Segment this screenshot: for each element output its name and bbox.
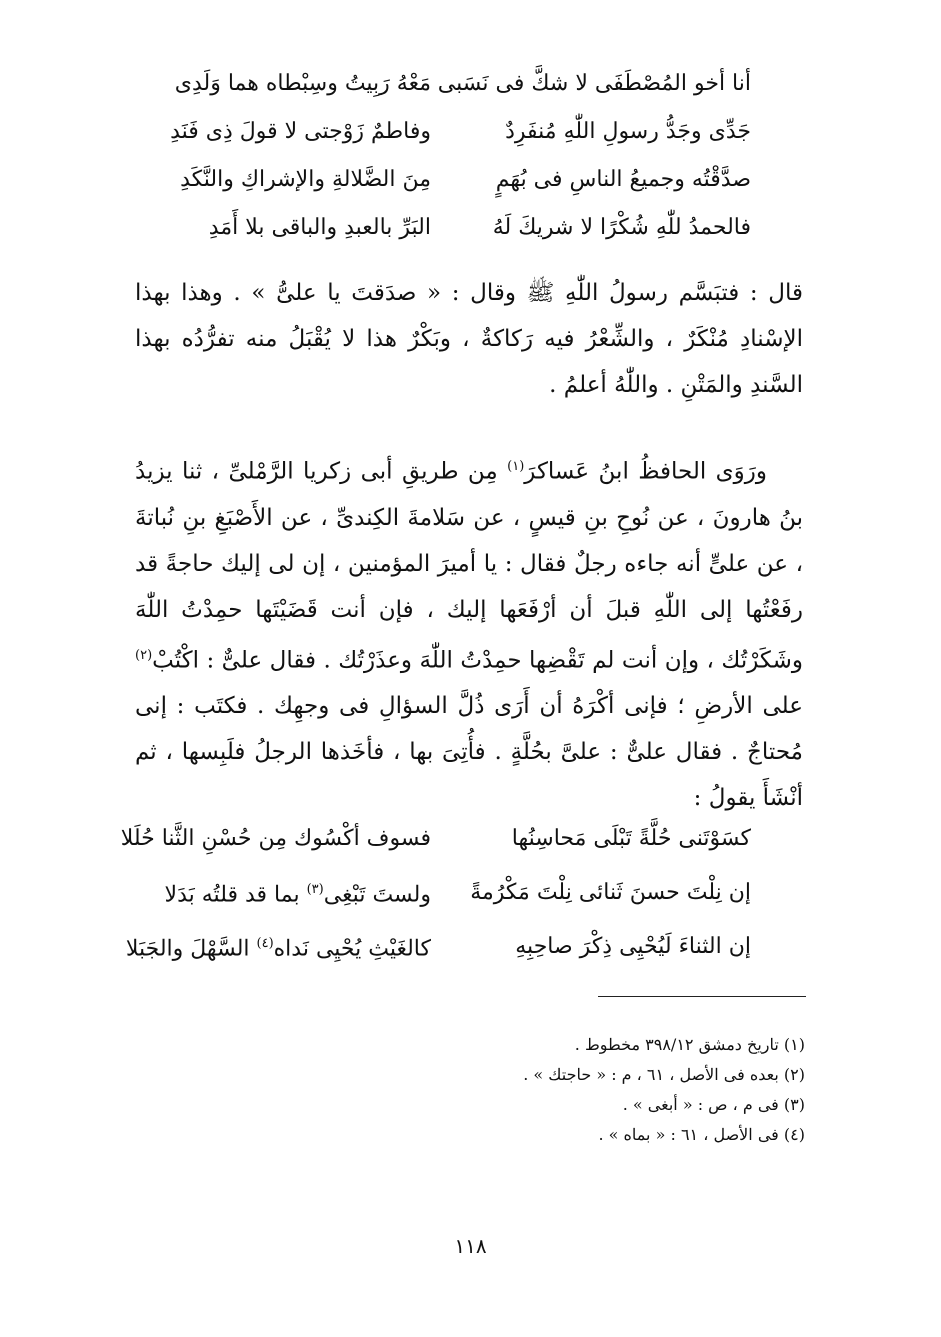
verses-top <box>131 60 751 252</box>
verse-line <box>131 108 751 156</box>
footnote-item: (٤) فى الأصل ، ٦١ : « بماه » . <box>598 1125 805 1144</box>
footnote-separator <box>598 996 806 997</box>
text-segment: بما قد قلتُه بَدَلا <box>164 882 307 908</box>
hemistich-left <box>125 920 431 973</box>
hemistich-left: البَرِّ بالعبدِ والباقى بلا أَمَدِ <box>208 215 431 240</box>
verse-line <box>131 866 751 920</box>
hemistich-right: صدَّقْتُه وجميعُ الناسِ فى بُهَمٍ <box>495 167 751 192</box>
verse-line <box>131 204 751 252</box>
footnotes <box>245 1030 805 1150</box>
hemistich-left: مَعْهُ رَبِيتُ وسِبْطاه هما وَلَدِى <box>174 71 431 96</box>
paragraph-commentary <box>135 270 803 408</box>
text-segment: على الأرضِ ؛ فإنى أكْرَهُ أن أَرَى ذُلَّ السؤالِ فى وجهِك . فكتَب : إنى مُحتاجٌ . فقال علىٌّ : علىَّ بحُلَّةٍ . فأُتِىَ بها ، فأخَذها الرجلُ فلَبِسها ، ثم أنْشَأَ يقولُ : <box>135 693 803 812</box>
text-segment: ولستَ تَبْغِى <box>323 882 431 908</box>
hemistich-left: وفاطمٌ زَوْجتى لا قولَ ذِى فَنَدِ <box>170 119 431 144</box>
hemistich-right: إن نِلْتَ حسنَ ثَنائى نِلْتَ مَكْرُمةً <box>470 880 751 905</box>
hemistich-right: فالحمدُ للّٰهِ شُكْرًا لا شريكَ لَهُ <box>492 215 751 240</box>
verse-line <box>120 812 751 866</box>
hemistich-left: مِنَ الضَّلالةِ والإشراكِ والنَّكَدِ <box>180 167 431 192</box>
verses-bottom <box>120 812 751 974</box>
hemistich-right: أنا أخو المُصْطَفَى لا شكَّ فى نَسَبى <box>437 71 751 96</box>
text-segment: مِن طريقِ أبى زكريا الرَّمْلىِّ ، ثنا يزيدُ بنُ هارونَ ، عن نُوحِ بنِ قيسٍ ، عن سَلامةَ الكِندىِّ ، عن الأَصْبَغِ بنِ نُباتةَ ، عن علىٍّ أنه جاءه رجلٌ فقال : يا أميرَ المؤمنين ، إن لى إليك حاجةً قد رفَعْتُها إلى اللّٰهِ قبلَ أن أرْفَعَها إليك ، فإن أنت قَضَيْتَها حمِدْتُ اللّٰهَ وشَكَرْتُك ، وإن أنت لم تَقْضِها حمِدْتُ اللّٰهَ وعذَرْتُك . فقال علىٌّ : اكْتُبْ <box>135 458 803 674</box>
footnote-item: (٣) فى م ، ص : « أبغى » . <box>622 1095 805 1114</box>
text-segment: ورَوَى الحافظُ ابنُ عَساكرَ <box>524 458 768 485</box>
hemistich-right: جَدِّى وجَدُّ رسولِ اللّٰهِ مُنفَرِدٌ <box>505 119 751 144</box>
hemistich-left: فسوف أكْسُوك مِن حُسْنِ الثَّنا حُلَلا <box>120 826 431 851</box>
footnote-item: (٢) بعده فى الأصل ، ٦١ ، م : « حاجتك » . <box>523 1065 805 1084</box>
text-segment: السَّهْلَ والجَبَلا <box>125 936 257 962</box>
footnote-item: (١) تاريخ دمشق ٣٩٨/١٢ مخطوط . <box>574 1035 805 1054</box>
hemistich-right: كسَوْتَنى حُلَّةً تَبْلَى مَحاسِنُها <box>511 826 751 851</box>
footnote-ref[interactable]: (١) <box>507 459 525 474</box>
hemistich-right: إن الثناءَ لَيُحْيِى ذِكْرَ صاحِبِهِ <box>515 934 751 959</box>
paragraph-narration <box>135 444 803 821</box>
paragraph-text: قال : فتبَسَّم رسولُ اللّٰهِ ﷺ وقال : « صدَقتَ يا علىُّ » . وهذا بهذا الإسْنادِ مُنْكَرٌ ، والشِّعْرُ فيه رَكاكةٌ ، وبَكْرٌ هذا لا يُقْبَلُ منه تفرُّدُه بهذا السَّندِ والمَتْنِ . واللّٰهُ أعلمُ . <box>135 280 803 398</box>
text-segment: كالغَيْثِ يُحْيِى نَداه <box>273 936 431 962</box>
page-number: ١١٨ <box>454 1234 487 1258</box>
footnote-ref[interactable]: (٤) <box>256 936 274 952</box>
verse-line <box>131 156 751 204</box>
verse-line <box>131 60 751 108</box>
hemistich-left <box>131 866 431 919</box>
footnote-ref[interactable]: (٣) <box>306 882 324 898</box>
paragraph-text <box>135 444 803 821</box>
footnote-ref[interactable]: (٢) <box>135 647 153 663</box>
verse-line <box>125 920 751 974</box>
